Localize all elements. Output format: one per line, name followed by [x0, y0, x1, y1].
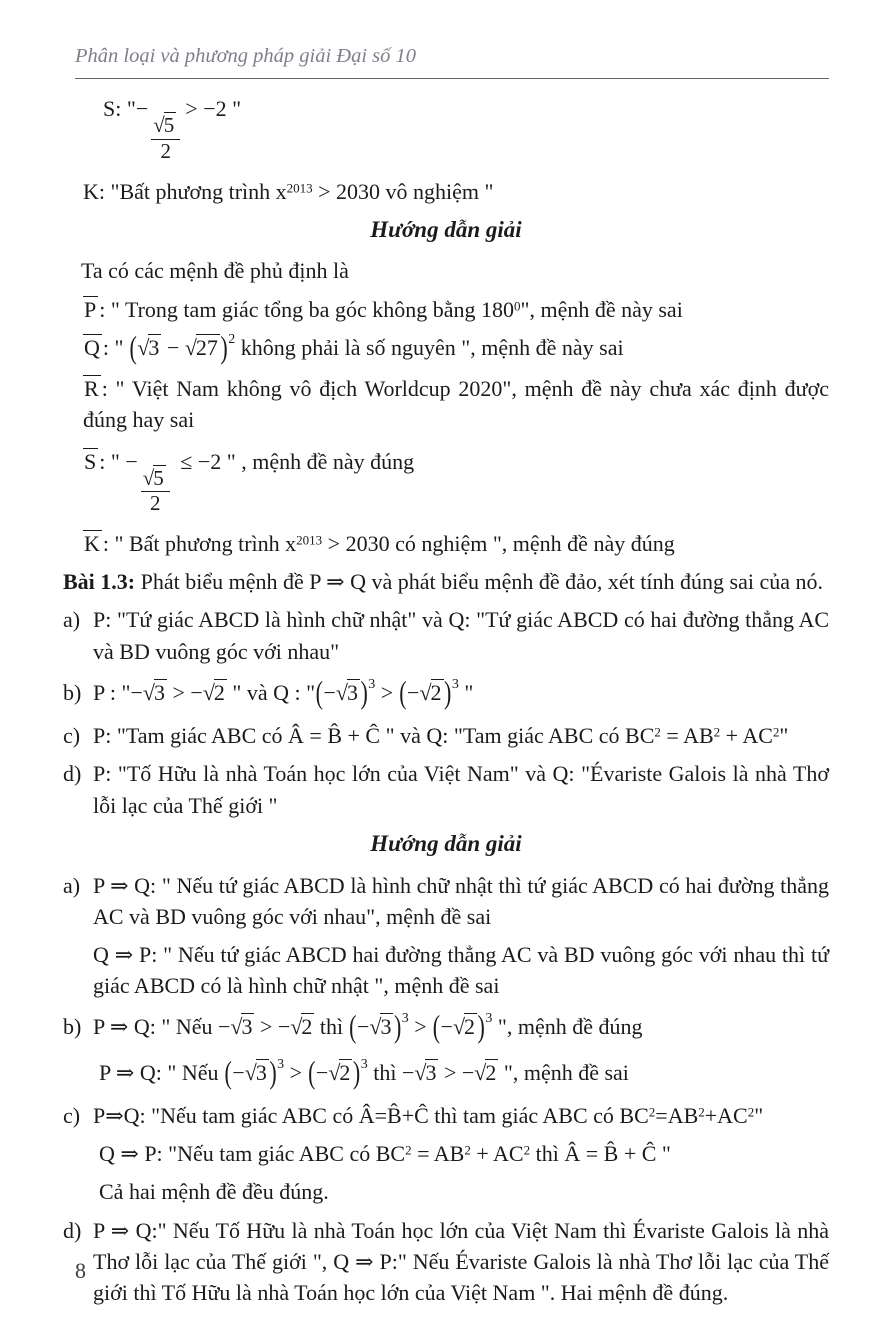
sqrt-icon: √ [369, 1014, 382, 1040]
exponent: 2013 [296, 532, 323, 548]
text-run: > −2 " [185, 96, 242, 122]
fraction-denominator: 2 [160, 139, 172, 163]
left-paren: ( [224, 1054, 232, 1090]
solution-text [93, 1100, 829, 1131]
sqrt-radicand: 2 [213, 679, 225, 705]
sqrt-icon: √ [142, 465, 155, 490]
sqrt-icon: √ [452, 1014, 466, 1040]
overline-letter: R [84, 376, 99, 402]
text-run: = AB [411, 1141, 465, 1167]
statement-s-line [103, 93, 829, 163]
item-marker: c) [63, 1102, 81, 1128]
overline-letter: S [84, 448, 97, 474]
sqrt-expression [203, 680, 227, 705]
text-run: " và Q: "Tam giác ABC có BC [380, 723, 655, 749]
text-run: > [284, 1059, 308, 1085]
text-run: +AC [704, 1102, 748, 1128]
fraction-denominator: 2 [150, 491, 161, 516]
exponent: 3 [401, 1011, 409, 1027]
text-run: Phát biểu mệnh đề P ⇒ Q và phát biểu mệnh đề đảo, xét tính đúng sai của nó. [135, 569, 823, 595]
sqrt-expression [245, 1060, 269, 1085]
sqrt-radicand: 3 [346, 679, 358, 705]
text-run: : " Bất phương trình x [102, 530, 297, 556]
text-run: > − [438, 1059, 475, 1085]
text-run: S: "− [103, 96, 149, 122]
text-run: > − [254, 1014, 291, 1040]
sqrt-icon: √ [474, 1059, 487, 1085]
sqrt-radicand: 3 [148, 334, 160, 360]
text-run: ", mệnh đề này sai [520, 296, 683, 322]
item-text: P: "Tố Hữu là nhà Toán học lớn của Việt Nam" và Q: "Évariste Galois là nhà Thơ lỗi lạc của Thế giới " [93, 761, 829, 818]
fraction-numerator [141, 467, 170, 493]
sqrt-expression [336, 680, 360, 705]
exponent: 3 [485, 1011, 493, 1027]
text-run: : " [102, 334, 129, 360]
solution-item-c [63, 1100, 829, 1208]
exponent: 2 [698, 1104, 705, 1120]
page-number: 8 [75, 1257, 86, 1283]
exponent: 2 [464, 1142, 471, 1158]
sqrt-expression [419, 680, 443, 705]
text-run: > [375, 679, 399, 705]
text-run: ≤ −2 " , mệnh đề này đúng [174, 448, 415, 474]
text-run: > − [167, 679, 203, 705]
solution-text: Cả hai mệnh đề đều đúng. [99, 1179, 329, 1205]
text-run: − [232, 1059, 245, 1085]
text-run: thì − [367, 1059, 415, 1085]
sqrt-radicand: 2 [430, 679, 442, 705]
negation-k-line [83, 528, 829, 559]
item-marker: d) [63, 1217, 82, 1243]
text-run: " [754, 1102, 764, 1128]
right-paren: ) [352, 1054, 361, 1090]
item-text: P: "Tứ giác ABCD là hình chữ nhật" và Q: "Tứ giác ABCD có hai đường thẳng AC và BD vuông góc với nhau" [93, 607, 829, 664]
text-run: ", mệnh đề đúng [492, 1014, 643, 1040]
left-paren: ( [399, 674, 407, 711]
text-run: P : "− [93, 679, 143, 705]
text-run: : " Trong tam giác tổng ba góc không bằng 180 [99, 296, 514, 322]
exponent: 3 [277, 1056, 285, 1072]
exponent: 3 [451, 677, 459, 693]
left-paren: ( [129, 329, 137, 366]
text-run: không phải là số nguyên ", mệnh đề này sai [235, 334, 624, 360]
text-run: − [323, 679, 336, 705]
text-run: P⇒Q: "Nếu tam giác ABC có [93, 1102, 359, 1128]
exercise-item-b [63, 674, 829, 711]
text-run: thì tam giác ABC có BC [428, 1102, 649, 1128]
exponent: 3 [360, 1056, 368, 1072]
text-run: + AC [720, 723, 773, 749]
text-run: thì [314, 1014, 349, 1040]
item-text [93, 674, 829, 711]
exponent: 0 [513, 298, 521, 314]
sqrt-icon: √ [328, 1059, 341, 1085]
text-run: : " Việt Nam không vô địch Worldcup 2020", mệnh đề này chưa xác định được đúng hay sai [83, 376, 829, 433]
text-run: = AB [660, 723, 714, 749]
item-text [93, 720, 829, 751]
sqrt-expression [369, 1014, 393, 1039]
solution-item-d [63, 1215, 829, 1309]
right-paren: ) [269, 1054, 277, 1090]
solution-item-a [63, 870, 829, 1002]
sqrt-radicand: 27 [195, 334, 218, 360]
sqrt-radicand: 5 [163, 113, 175, 138]
angle-hats: Â=B̂+Ĉ [358, 1102, 429, 1128]
exponent: 2 [648, 1104, 656, 1120]
right-paren: ) [360, 674, 368, 711]
sqrt-icon: √ [153, 113, 165, 138]
sqrt-icon: √ [137, 334, 150, 360]
sqrt-icon: √ [230, 1014, 243, 1040]
item-marker: a) [63, 607, 81, 633]
text-run: ", mệnh đề sai [498, 1059, 629, 1085]
left-paren: ( [432, 1009, 441, 1045]
exponent: 2 [523, 1142, 531, 1158]
text-run: P ⇒ Q: " Nếu − [93, 1014, 231, 1040]
text-run: − [161, 334, 185, 360]
sqrt-icon: √ [414, 1059, 427, 1085]
text-run: P: "Tam giác ABC có [93, 723, 289, 749]
fraction [151, 114, 180, 163]
solution-text [99, 1054, 829, 1090]
right-paren: ) [220, 329, 228, 366]
sqrt-expression [414, 1060, 438, 1085]
sqrt-radicand: 3 [241, 1014, 253, 1040]
angle-hats: Â = B̂ + Ĉ [288, 723, 381, 749]
overline-letter: P [84, 296, 97, 322]
solution-intro-line: Ta có các mệnh đề phủ định là [81, 258, 349, 284]
left-paren: ( [315, 674, 323, 711]
fraction-numerator [151, 114, 180, 140]
text-run: − [356, 1014, 370, 1040]
sqrt-expression [290, 1014, 314, 1039]
item-marker: b) [63, 1014, 82, 1040]
exercise-item-c [63, 720, 829, 751]
item-marker: b) [63, 679, 82, 705]
right-paren: ) [393, 1009, 402, 1045]
text-run: =AB [655, 1102, 699, 1128]
exponent: 2 [747, 1104, 755, 1120]
text-run: K: "Bất phương trình x [83, 178, 287, 204]
text-run: − [407, 679, 420, 705]
solution-text: P ⇒ Q:" Nếu Tố Hữu là nhà Toán học lớn của Việt Nam thì Évariste Galois là nhà Thơ lỗi lạc của Thế giới ", Q ⇒ P:" Nếu Évariste Galois là nhà Thơ lỗi lạc của Thế giới thì Tố Hữu là nhà Toán học lớn của Việt Nam ". Hai mệnh đề đúng. [93, 1217, 829, 1306]
text-run: > 2030 có nghiệm ", mệnh đề này đúng [322, 530, 675, 556]
left-paren: ( [349, 1009, 357, 1045]
sqrt-radicand: 2 [464, 1014, 476, 1040]
sqrt-icon: √ [244, 1059, 257, 1085]
sqrt-expression [328, 1060, 352, 1085]
exponent: 2 [713, 724, 721, 740]
sqrt-icon: √ [290, 1014, 303, 1040]
sqrt-expression [143, 680, 167, 705]
overline-letter: K [84, 530, 100, 556]
text-run: − [440, 1014, 453, 1040]
exercise-item-d [63, 758, 829, 820]
sqrt-radicand: 3 [380, 1014, 392, 1040]
sqrt-expression [185, 335, 220, 360]
angle-hats: Â = B̂ + Ĉ [564, 1141, 657, 1167]
exponent: 2 [772, 724, 780, 740]
sqrt-radicand: 3 [154, 679, 165, 705]
page-header-title: Phân loại và phương pháp giải Đại số 10 [75, 42, 829, 79]
negation-s-line [83, 446, 829, 516]
solution-text [99, 1138, 829, 1169]
text-run: + AC [470, 1141, 524, 1167]
sqrt-expression [474, 1060, 498, 1085]
exponent: 2013 [286, 180, 313, 196]
text-run: " [779, 723, 789, 749]
text-run: " và Q : " [226, 679, 316, 705]
exponent: 2 [405, 1142, 412, 1158]
solution-text: P ⇒ Q: " Nếu tứ giác ABCD là hình chữ nhật thì tứ giác ABCD có hai đường thẳng AC và BD vuông góc với nhau", mệnh đề sai [93, 872, 829, 929]
sqrt-icon: √ [184, 334, 197, 360]
text-run: : " − [99, 448, 138, 474]
text-run: P ⇒ Q: " Nếu [99, 1059, 224, 1085]
sqrt-icon: √ [142, 679, 155, 705]
text-run: Q ⇒ P: "Nếu tam giác ABC có BC [99, 1141, 406, 1167]
negation-p-line [83, 294, 829, 325]
sqrt-expression [230, 1014, 254, 1039]
sqrt-expression [453, 1014, 477, 1039]
exercise-item-a [63, 604, 829, 666]
left-paren: ( [308, 1054, 316, 1090]
solution-text [93, 1009, 829, 1045]
sqrt-radicand: 2 [301, 1014, 313, 1040]
solution-item-b [63, 1009, 829, 1090]
item-marker: c) [63, 723, 81, 749]
item-marker: d) [63, 761, 82, 787]
item-marker: a) [63, 872, 81, 898]
sqrt-icon: √ [202, 679, 215, 705]
text-run: " [458, 679, 474, 705]
exercise-label: Bài 1.3: [63, 569, 136, 595]
overline-letter: Q [84, 334, 100, 360]
sqrt-icon: √ [419, 679, 432, 705]
sqrt-radicand: 5 [153, 465, 164, 490]
sqrt-icon: √ [335, 679, 348, 705]
text-run: > [408, 1014, 433, 1040]
solution-heading: Hướng dẫn giải [370, 830, 522, 856]
exercise-1-3-statement [63, 566, 829, 597]
solution-heading: Hướng dẫn giải [370, 216, 522, 242]
fraction [141, 467, 170, 516]
sqrt-expression [137, 335, 161, 360]
negation-q-line [83, 329, 829, 366]
statement-k-line [83, 176, 829, 207]
exponent: 2 [228, 331, 236, 347]
text-run: − [315, 1059, 329, 1085]
sqrt-radicand: 3 [255, 1059, 267, 1085]
text-run: > 2030 vô nghiệm " [312, 178, 494, 204]
right-paren: ) [444, 674, 452, 711]
sqrt-radicand: 2 [339, 1059, 351, 1085]
text-run: thì [530, 1141, 565, 1167]
exponent: 3 [368, 677, 376, 693]
solution-text: Q ⇒ P: " Nếu tứ giác ABCD hai đường thẳng AC và BD vuông góc với nhau thì tứ giác ABCD có là hình chữ nhật ", mệnh đề sai [93, 941, 829, 999]
text-run: " [656, 1141, 671, 1167]
sqrt-radicand: 2 [485, 1059, 497, 1085]
exponent: 2 [654, 724, 661, 740]
sqrt-radicand: 3 [425, 1059, 437, 1085]
right-paren: ) [477, 1009, 485, 1045]
negation-r-line [83, 373, 829, 435]
